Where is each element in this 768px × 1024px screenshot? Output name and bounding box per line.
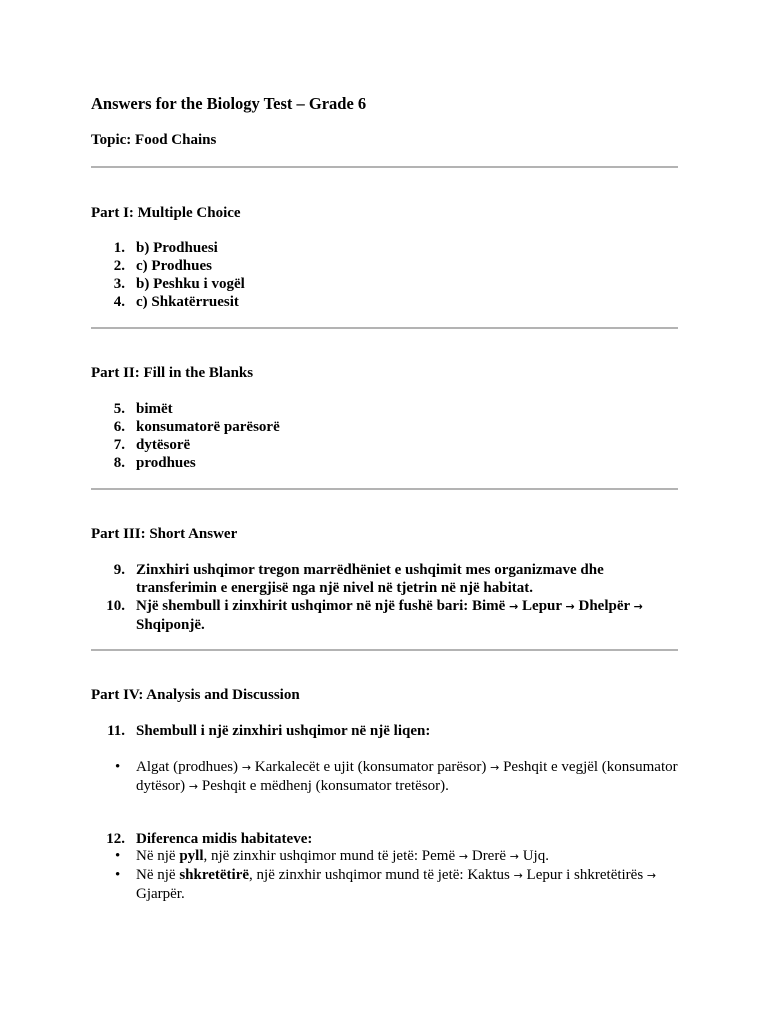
habitat-differences-list: [91, 847, 681, 903]
list-item: 10. Një shembull i zinxhirit ushqimor në një fushë bari: Bimë → Lepur → Dhelpër → Shqiponjë.: [106, 598, 643, 633]
list-item: 9. Zinxhiri ushqimor tregon marrëdhëniet e ushqimit mes organizmave dhe transferimin e energjisë nga një nivel në tjetrin në një habitat.: [113, 562, 604, 596]
list-item: 6. konsumatorë parësorë: [113, 419, 280, 435]
bullet-icon: •: [115, 867, 121, 883]
bullet-icon: •: [115, 759, 121, 775]
list-item: • Algat (prodhues) → Karkalecët e ujit (konsumator parësor) → Peshqit e vegjël (konsumator dytësor) → Peshqit e mëdhenj (konsumator tretësor).: [115, 759, 678, 794]
part2-answer-list: [91, 400, 681, 472]
part3-heading: Part III: Short Answer: [91, 526, 238, 542]
arrow-icon: →: [633, 600, 643, 613]
part2-heading: Part II: Fill in the Blanks: [91, 365, 254, 381]
list-item: 4. c) Shkatërruesit: [113, 294, 239, 310]
list-item: • Në një shkretëtirë, një zinxhir ushqimor mund të jetë: Kaktus → Lepur i shkretëtirës → Gjarpër.: [115, 867, 657, 902]
list-item: 7. dytësorë: [113, 437, 191, 453]
document-title: Answers for the Biology Test – Grade 6: [91, 94, 367, 113]
list-item: 2. c) Prodhues: [113, 258, 212, 274]
arrow-icon: →: [509, 850, 519, 863]
arrow-icon: →: [188, 780, 199, 793]
list-item: 5. bimët: [113, 401, 173, 417]
section-divider: [91, 488, 678, 490]
part1-heading: Part I: Multiple Choice: [91, 205, 241, 221]
part1-answer-list: [91, 239, 681, 311]
arrow-icon: →: [513, 869, 523, 882]
arrow-icon: →: [241, 761, 252, 774]
list-item: 8. prodhues: [113, 455, 196, 471]
topic-line: Topic: Food Chains: [91, 132, 217, 148]
arrow-icon: →: [509, 600, 519, 613]
list-item: 3. b) Peshku i vogël: [113, 276, 245, 292]
arrow-icon: →: [565, 600, 575, 613]
part3-answer-list: [91, 561, 681, 634]
arrow-icon: →: [490, 761, 500, 774]
part4-heading: Part IV: Analysis and Discussion: [91, 687, 300, 703]
section-divider: [91, 166, 678, 168]
bullet-icon: •: [115, 848, 121, 864]
lake-food-chain-list: [91, 758, 681, 796]
list-item: 1. b) Prodhuesi: [113, 240, 218, 256]
arrow-icon: →: [458, 850, 469, 863]
question-12: 12. Diferenca midis habitateve:: [106, 831, 313, 847]
arrow-icon: →: [646, 869, 657, 882]
section-divider: [91, 649, 678, 651]
question-11: 11. Shembull i një zinxhiri ushqimor në një liqen:: [107, 723, 431, 739]
list-item: • Në një pyll, një zinxhir ushqimor mund të jetë: Pemë → Drerë → Ujq.: [115, 848, 549, 864]
section-divider: [91, 327, 678, 329]
